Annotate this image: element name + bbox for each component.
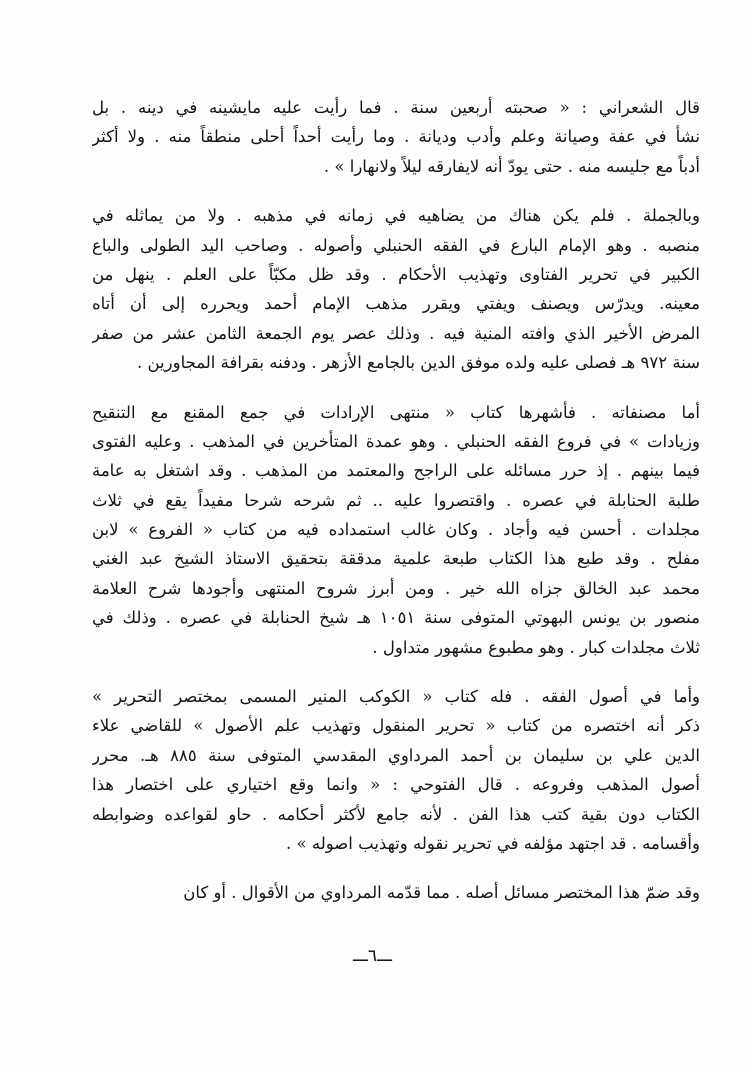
text-line: قال الشعراني : « صحبته أربعين سنة . فما رأيت عليه مايشينه في دينه . بل — [92, 98, 700, 117]
paragraph — [92, 878, 700, 907]
text-line: وأما في أصول الفقه . فله كتاب « الكوكب المنير المسمى بمختصر التحرير » — [92, 687, 700, 707]
text-line: ذكر أنه اختصره من كتاب « تحرير المنقول وتهذيب علم الأصول » للقاضي علاء — [92, 716, 700, 736]
text-line: وأقسامه . قد اجتهد مؤلفه في تحرير نقوله وتهذيب اصوله » . — [286, 833, 700, 853]
text-line: ثلاث مجلدات كبار . وهو مطبوع مشهور متداول . — [372, 637, 700, 657]
page-number: ـــ٦ـــ — [352, 946, 393, 966]
paragraph — [92, 398, 700, 663]
text-line: منصبه . وهو الإمام البارع في الفقه الحنبلي وأصوله . وصاحب اليد الطولى والباع — [92, 235, 700, 255]
text-line: مجلدات . أحسن فيه وأجاد . وكان غالب استمداده فيه من كتاب « الفروع » لابن — [92, 520, 700, 540]
text-line: وقد ضمّ هذا المختصر مسائل أصله . مما قدّمه المرداوي من الأقوال . أو كان — [183, 883, 700, 903]
text-line: منصور بن يونس البهوتي المتوفى سنة ١٠٥١ هـ شيخ الحنابلة في عصره . وذلك في — [92, 608, 700, 628]
text-line: فيما بينهم . إذ حرر مسائله على الراجح والمعتمد من المذهب . وقد اشتغل به عامة — [92, 461, 700, 481]
text-line: أدباً مع جليسه منه . حتى يودّ أنه لايفارقه ليلاً ولانهارا » . — [323, 156, 700, 176]
text-line: المرض الأخير الذي وافته المنية فيه . وذلك عصر يوم الجمعة الثامن عشر من صفر — [92, 323, 700, 343]
text-line: أصول المذهب وفروعه . قال الفتوحي : « وانما وقع اختياري على اختصار هذا — [92, 775, 700, 795]
text-line: أما مصنفاته . فأشهرها كتاب « منتهى الإرادات في جمع المقنع مع التنقيح — [92, 402, 700, 422]
text-line: معينه. ويدرّس ويصنف ويفتي ويقرر مذهب الإمام أحمد ويحرره إلى أن أتاه — [92, 294, 700, 314]
text-line: الدين علي بن سليمان بن أحمد المرداوي المقدسي المتوفى سنة ٨٨٥ هـ. محرر — [92, 745, 700, 765]
text-line: الكبير في تحرير الفتاوى وتهذيب الأحكام . وقد ظل مكبّاً على العلم . ينهل من — [92, 264, 700, 284]
text-line: مفلح . وقد طبع هذا الكتاب طبعة علمية مدققة بتحقيق الاستاذ الشيخ عبد الغني — [92, 549, 700, 569]
text-line: وزيادات » في فروع الفقه الحنبلي . وهو عمدة المتأخرين في المذهب . وعليه الفتوى — [92, 431, 700, 451]
paragraph — [92, 682, 700, 858]
text-line: نشأ في عفة وصيانة وعلم وأدب وديانة . وما رأيت أحداً أحلى منطقاً منه . ولا أكثر — [92, 127, 700, 147]
text-line: سنة ٩٧٢ هـ فصلى عليه ولده موفق الدين بالجامع الأزهر . ودفنه بقرافة المجاورين . — [136, 353, 700, 373]
body-text — [92, 93, 700, 928]
text-line: وبالجملة . فلم يكن هناك من يضاهيه في زمانه في مذهبه . ولا من يماثله في — [92, 206, 700, 226]
text-line: طلبة الحنابلة في عصره . واقتصروا عليه .. ثم شرحه شرحا مفيداً يقع في ثلاث — [92, 490, 700, 510]
paragraph — [92, 93, 700, 181]
text-line: الكتاب دون بقية كتب هذا الفن . لأنه جامع لأكثر أحكامه . حاو لقواعده وضوابطه — [92, 804, 700, 824]
text-line: محمد عبد الخالق جزاه الله خير . ومن أبرز شروح المنتهى وأجودها شرح العلامة — [92, 578, 700, 598]
paragraph — [92, 201, 700, 377]
